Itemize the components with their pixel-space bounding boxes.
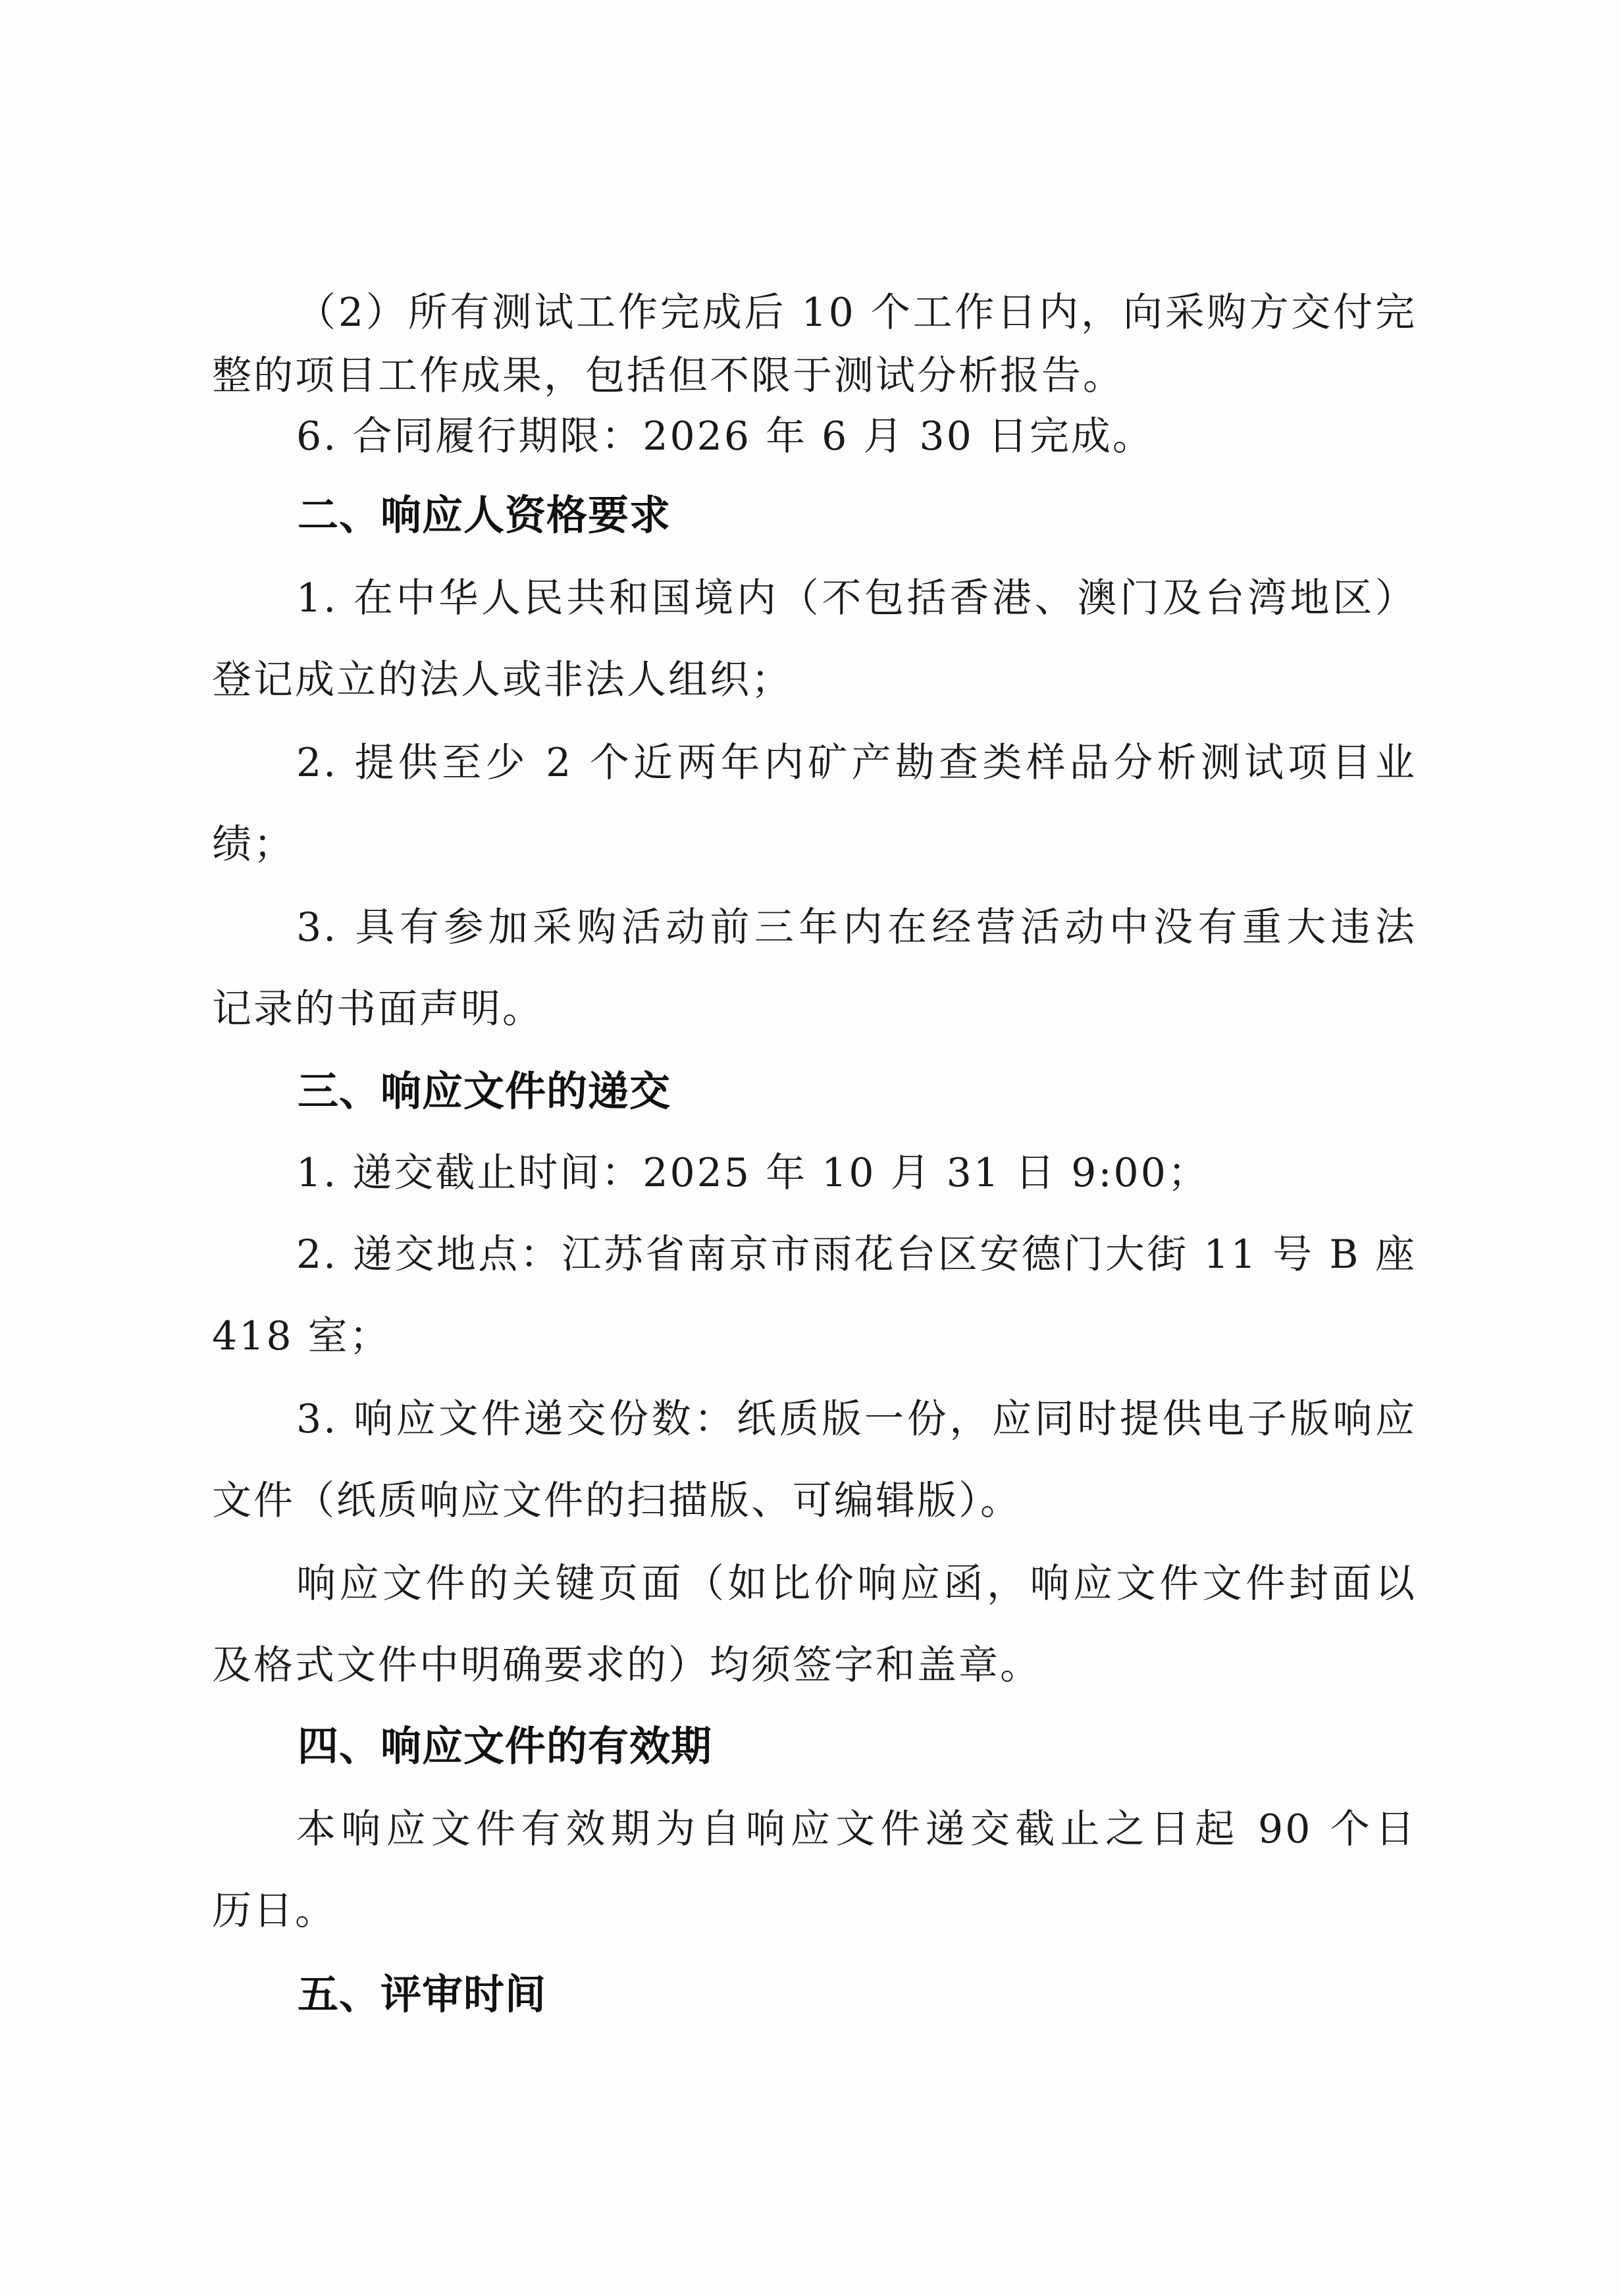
text-line: 1. 递交截止时间：2025 年 10 月 31 日 9:00；: [296, 1150, 1209, 1196]
text-line: 6. 合同履行期限：2026 年 6 月 30 日完成。: [296, 413, 1154, 459]
text-line: 3. 响应文件递交份数：纸质版一份，应同时提供电子版响应: [296, 1396, 1417, 1442]
paragraph-submission-location: [212, 1232, 1417, 1359]
paragraph-work-results: [212, 290, 1417, 399]
text-line: 418 室；: [212, 1313, 391, 1359]
text-line: 本响应文件有效期为自响应文件递交截止之日起 90 个日: [296, 1806, 1417, 1852]
text-line: 登记成立的法人或非法人组织；: [212, 657, 793, 703]
paragraph-contract-term: [212, 413, 1417, 459]
heading-validity-period: 四、响应文件的有效期: [298, 1722, 713, 1770]
paragraph-qualification-2: [212, 740, 1417, 868]
paragraph-submission-deadline: [212, 1150, 1417, 1196]
text-line: 响应文件的关键页面（如比价响应函，响应文件文件封面以: [296, 1561, 1417, 1607]
text-line: 3. 具有参加采购活动前三年内在经营活动中没有重大违法: [296, 904, 1417, 951]
paragraph-qualification-1: [212, 575, 1417, 703]
text-line: 绩；: [212, 822, 295, 868]
text-line: 2. 提供至少 2 个近两年内矿产勘查类样品分析测试项目业: [296, 740, 1417, 786]
paragraph-qualification-3: [212, 904, 1417, 1032]
text-line: （2）所有测试工作完成后 10 个工作日内，向采购方交付完: [296, 290, 1417, 336]
heading-response-submission: 三、响应文件的递交: [298, 1067, 671, 1115]
text-line: 整的项目工作成果，包括但不限于测试分析报告。: [212, 353, 1124, 399]
text-line: 1. 在中华人民共和国境内（不包括香港、澳门及台湾地区）: [296, 575, 1417, 621]
heading-review-time: 五、评审时间: [298, 1970, 547, 2018]
text-line: 文件（纸质响应文件的扫描版、可编辑版）。: [212, 1478, 1022, 1524]
text-line: 及格式文件中明确要求的）均须签字和盖章。: [212, 1642, 1041, 1688]
text-line: 2. 递交地点：江苏省南京市雨花台区安德门大街 11 号 B 座: [296, 1232, 1417, 1278]
paragraph-validity: [212, 1806, 1417, 1934]
heading-qualification-requirements: 二、响应人资格要求: [298, 491, 671, 539]
text-line: 记录的书面声明。: [212, 986, 544, 1032]
text-line: 历日。: [212, 1888, 336, 1934]
paragraph-submission-copies: [212, 1396, 1417, 1524]
paragraph-signature-note: [212, 1561, 1417, 1688]
